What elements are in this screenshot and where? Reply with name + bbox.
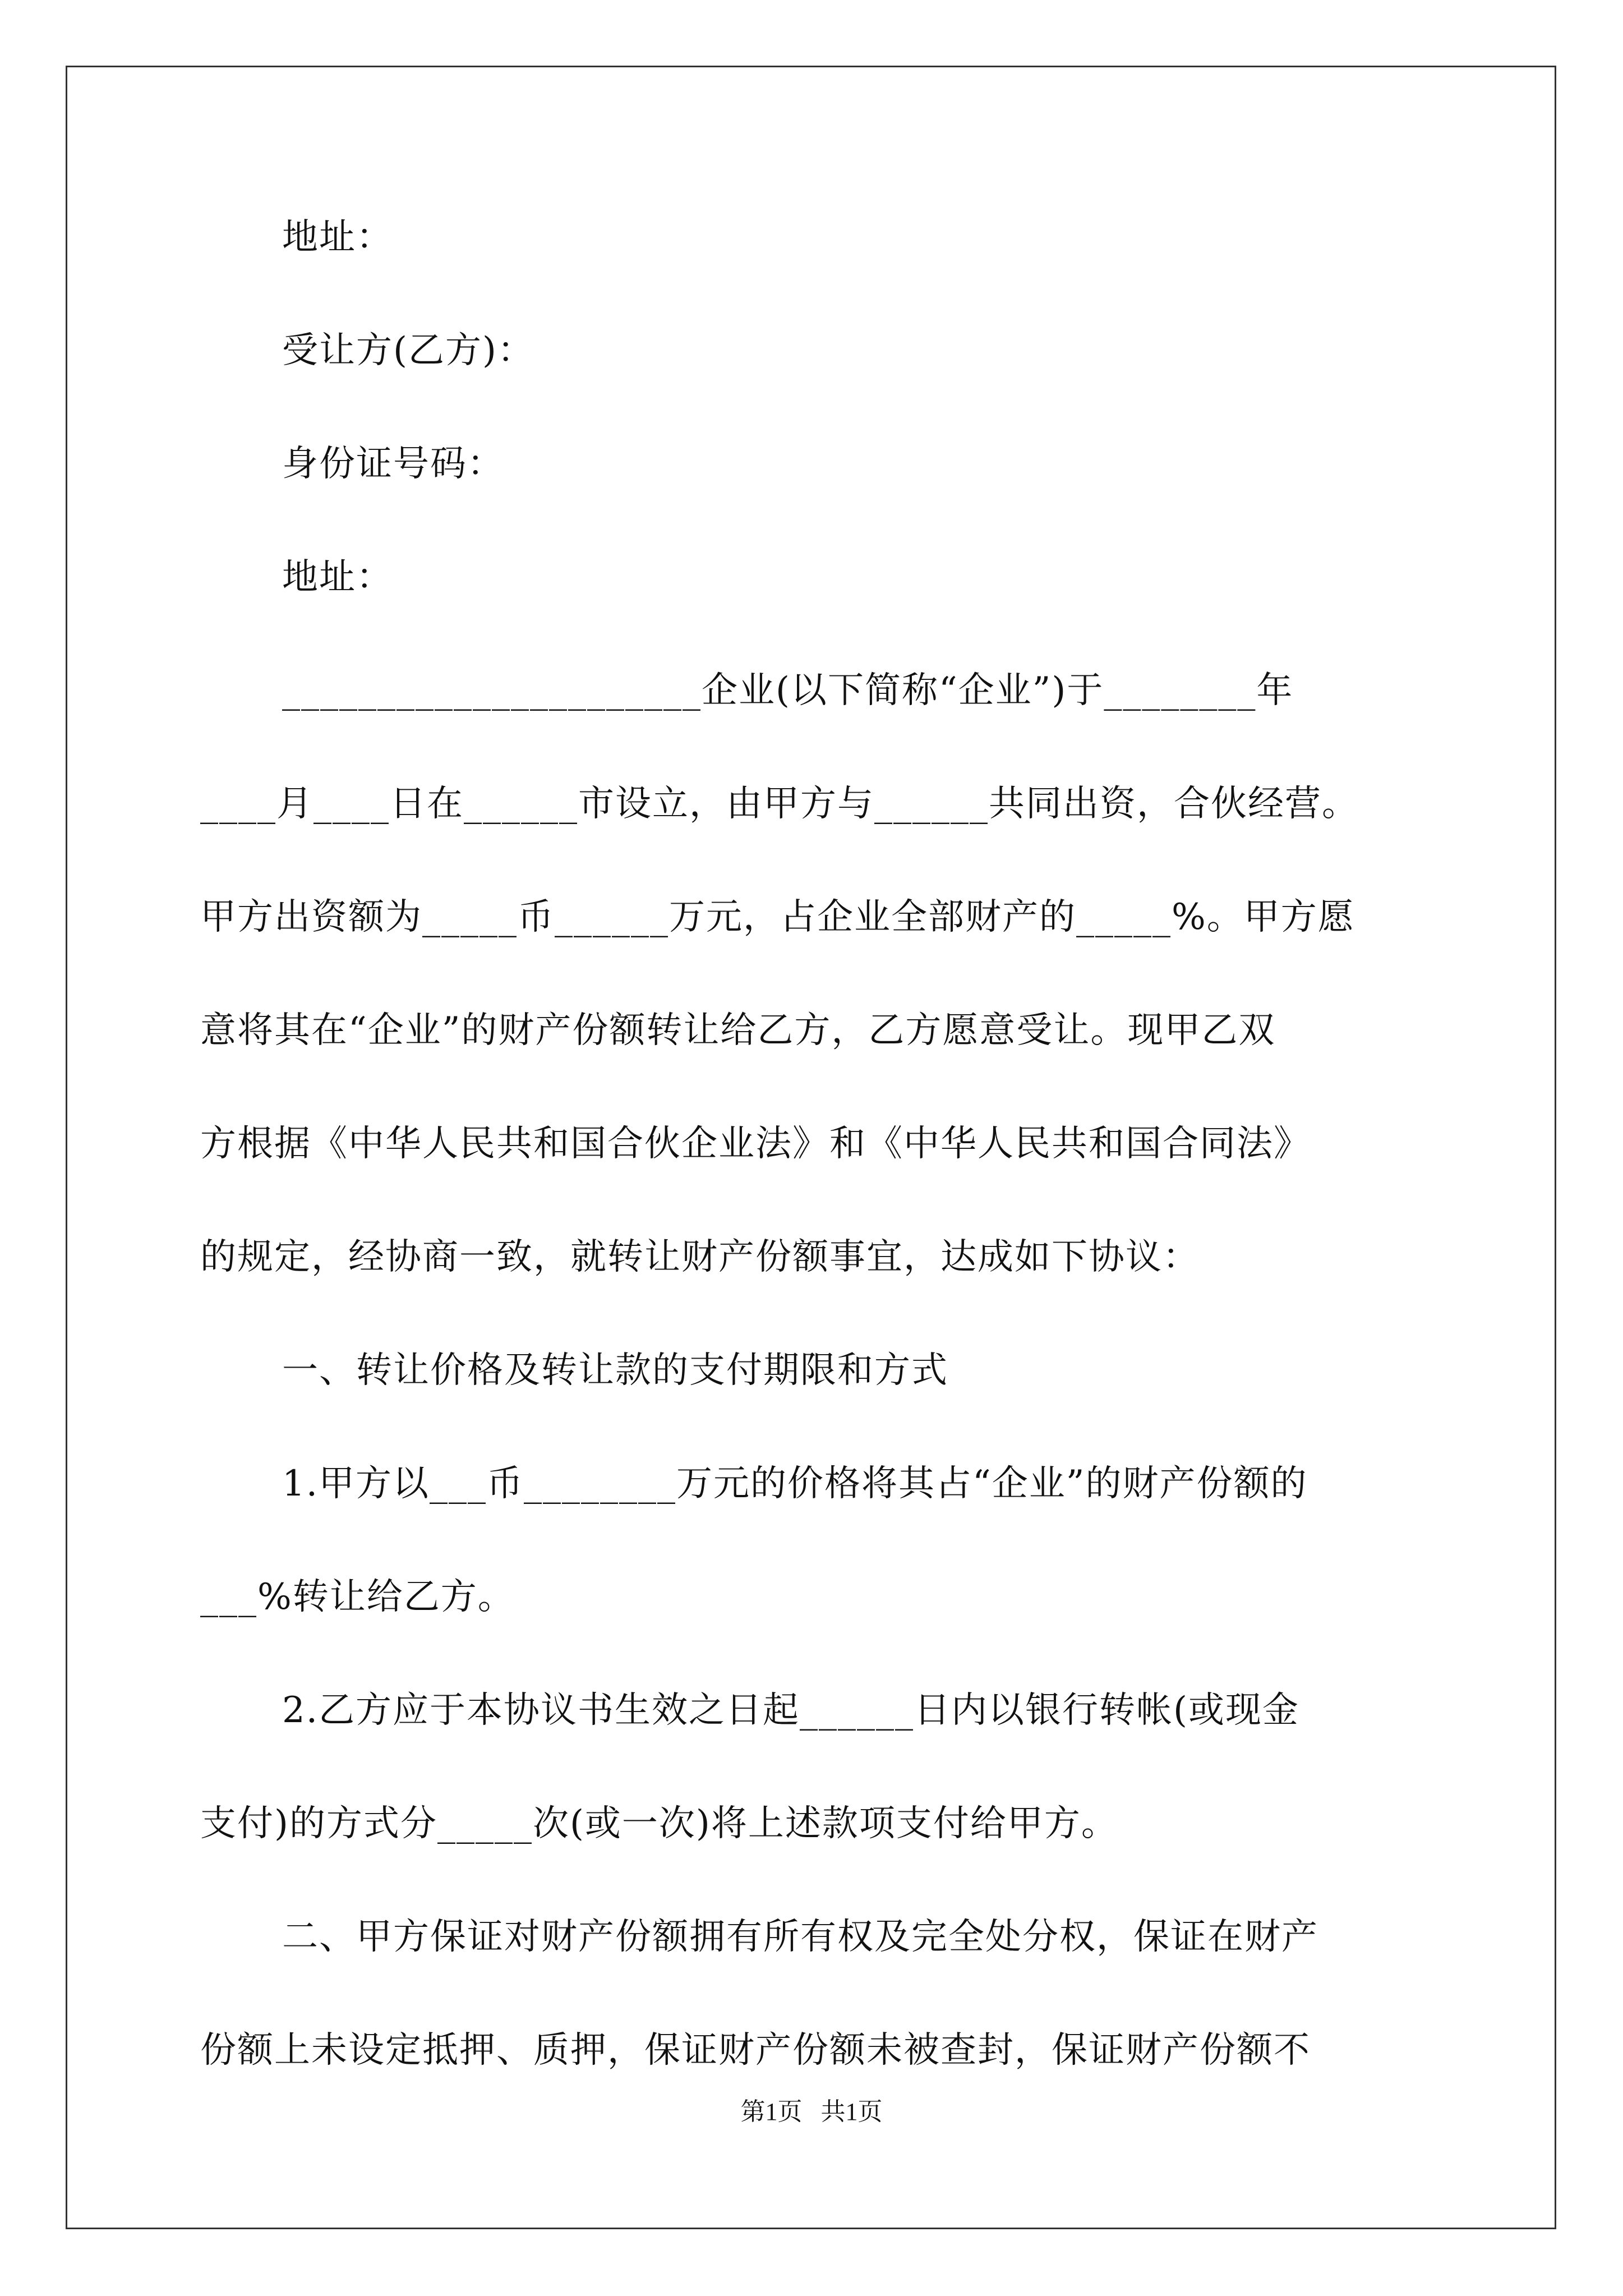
address-line-b: 地址： (282, 556, 393, 598)
paragraph-line: 甲方出资额为_____币______万元，占企业全部财产的_____%。甲方愿 (200, 896, 1355, 938)
section-line: 二、甲方保证对财产份额拥有所有权及完全处分权，保证在财产 (282, 1916, 1318, 1958)
paragraph-line: ____月____日在______市设立，由甲方与______共同出资，合伙经营。 (200, 783, 1359, 825)
clause-line: ___%转让给乙方。 (200, 1576, 515, 1618)
document-body (200, 210, 1423, 2077)
transferee-line: 受让方(乙方)： (282, 330, 534, 371)
clause-line: 1.甲方以___币________万元的价格将其占“企业”的财产份额的 (282, 1463, 1308, 1504)
paragraph-line: 方根据《中华人民共和国合伙企业法》和《中华人民共和国合同法》 (200, 1123, 1311, 1165)
id-number-line: 身份证号码： (282, 443, 504, 485)
section-line: 份额上未设定抵押、质押，保证财产份额未被查封，保证财产份额不 (200, 2030, 1311, 2071)
page-number-footer: 第1页 共1页 (740, 2098, 883, 2125)
paragraph-line: 的规定，经协商一致，就转让财产份额事宜，达成如下协议： (200, 1236, 1200, 1278)
paragraph-line: 意将其在“企业”的财产份额转让给乙方，乙方愿意受让。现甲乙双 (200, 1010, 1276, 1051)
section-heading: 一、转让价格及转让款的支付期限和方式 (282, 1350, 948, 1391)
clause-line: 2.乙方应于本协议书生效之日起______日内以银行转帐(或现金 (282, 1690, 1300, 1731)
address-line-a: 地址： (282, 217, 393, 258)
paragraph-line: ______________________企业(以下简称“企业”)于________年 (282, 670, 1294, 711)
clause-line: 支付)的方式分_____次(或一次)将上述款项支付给甲方。 (200, 1803, 1118, 1844)
